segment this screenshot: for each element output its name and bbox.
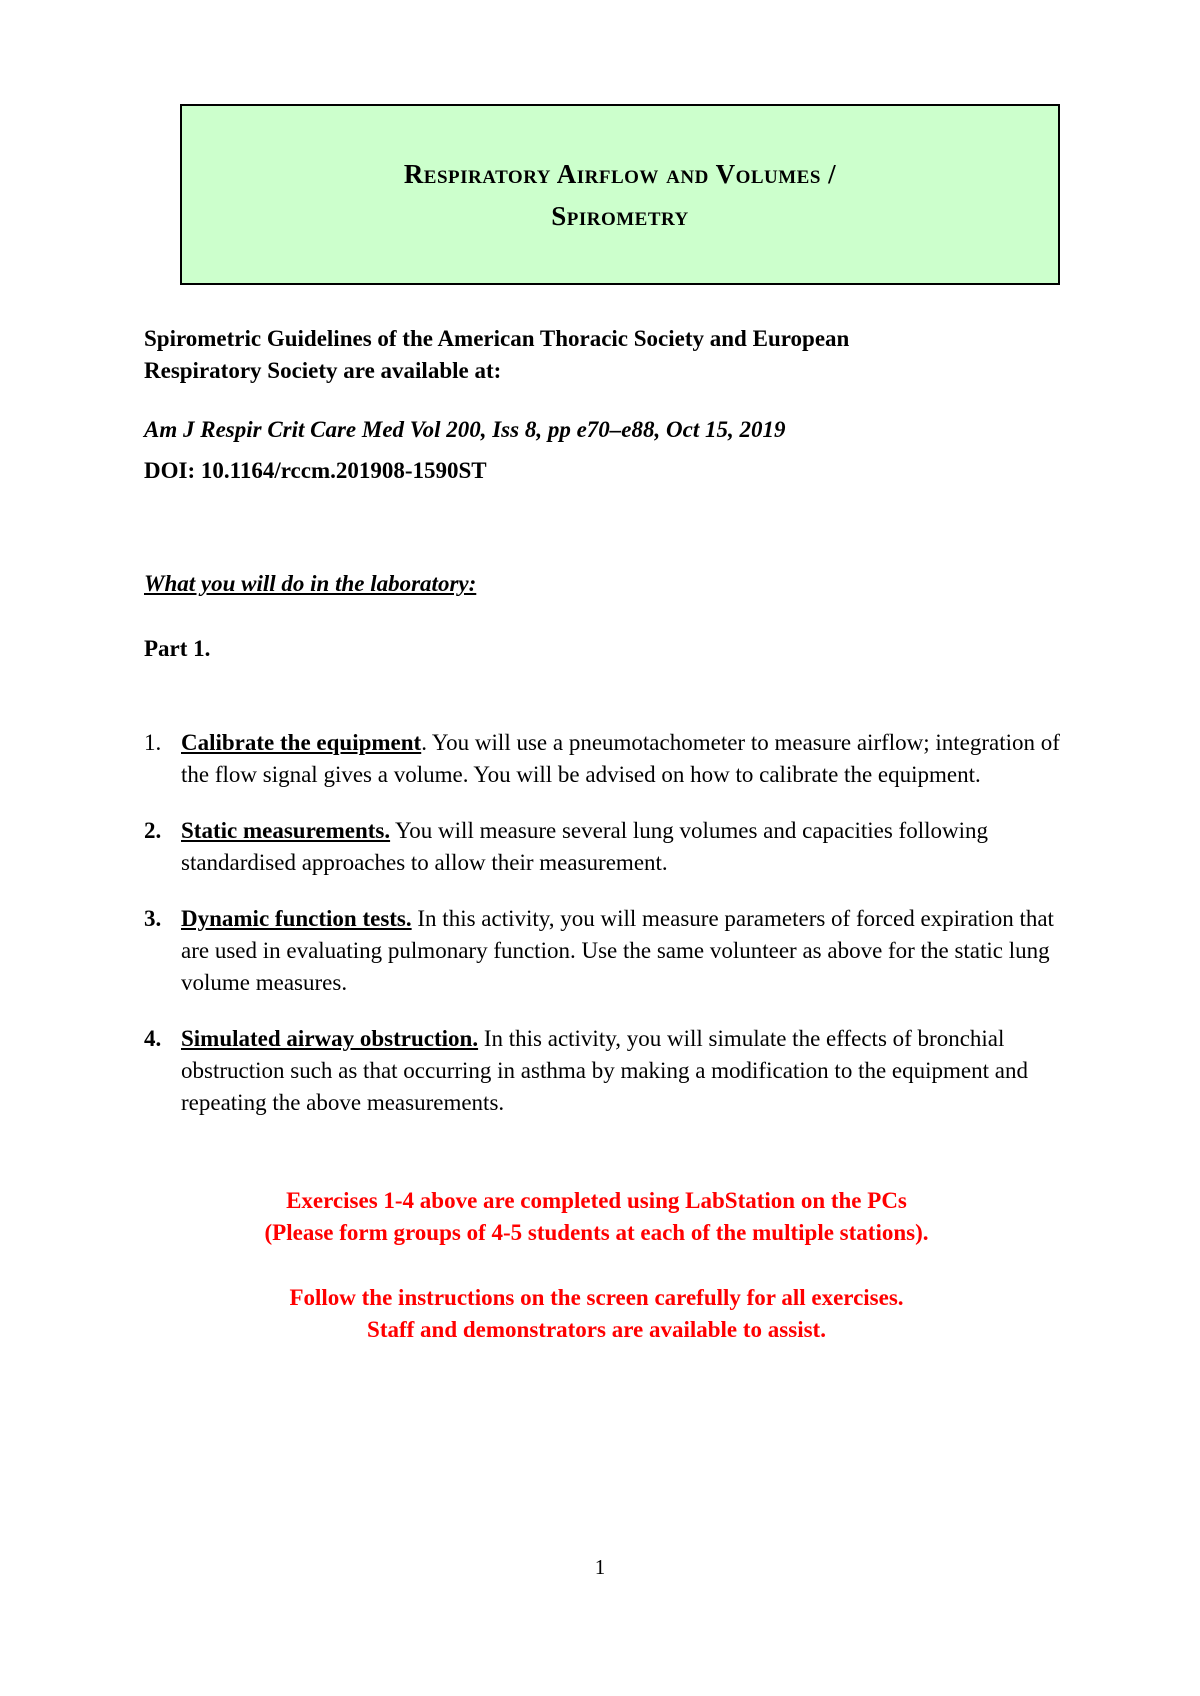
list-item-term: Dynamic function tests. [181,906,412,931]
guidelines-intro [144,323,849,387]
document-title-line-2: Spirometry [551,200,689,231]
list-item-number: 1. [144,730,162,755]
instructions-notice-line-2: Staff and demonstrators are available to assist. [367,1317,826,1342]
section-heading: What you will do in the laboratory: [144,571,477,596]
page-number: 1 [594,1555,606,1579]
list-item-text: You will measure several lung volumes and capacities following standardised approaches to allow their measurement. [181,818,988,875]
list-item-text: In this activity, you will simulate the effects of bronchial obstruction such as that occurring in asthma by making a modification to the equipment and repeating the above measurements. [181,1026,1028,1115]
part-label: Part 1. [144,636,211,661]
list-item [144,1023,1064,1119]
list-item-text: . You will use a pneumotachometer to measure airflow; integration of the flow signal gives a volume. You will be advised on how to calibrate the equipment. [181,730,1060,787]
document-title-line-1: Respiratory Airflow and Volumes / [403,158,837,189]
doi: DOI: 10.1164/rccm.201908-1590ST [144,458,487,483]
guidelines-intro-line-1: Spirometric Guidelines of the American Thoracic Society and European [144,326,850,351]
labstation-notice [144,1185,1049,1249]
list-item-text: In this activity, you will measure parameters of forced expiration that are used in evaluating pulmonary function. Use the same volunteer as above for the static lung volume measures. [181,906,1054,995]
instructions-notice [144,1282,1049,1346]
list-item [144,815,1064,879]
list-item-number: 3. [144,906,162,931]
list-item-number: 4. [144,1026,162,1051]
list-item [144,727,1064,791]
task-list [144,727,1064,1143]
labstation-notice-line-1: Exercises 1-4 above are completed using LabStation on the PCs [286,1188,907,1213]
list-item-term: Static measurements. [181,818,391,843]
labstation-notice-line-2: (Please form groups of 4-5 students at each of the multiple stations). [264,1220,929,1245]
list-item [144,903,1064,999]
title-box [180,104,1060,285]
instructions-notice-line-1: Follow the instructions on the screen carefully for all exercises. [289,1285,904,1310]
list-item-term: Calibrate the equipment [181,730,422,755]
list-item-term: Simulated airway obstruction. [181,1026,479,1051]
list-item-number: 2. [144,818,162,843]
citation: Am J Respir Crit Care Med Vol 200, Iss 8, pp e70–e88, Oct 15, 2019 [144,417,786,442]
guidelines-intro-line-2: Respiratory Society are available at: [144,358,502,383]
